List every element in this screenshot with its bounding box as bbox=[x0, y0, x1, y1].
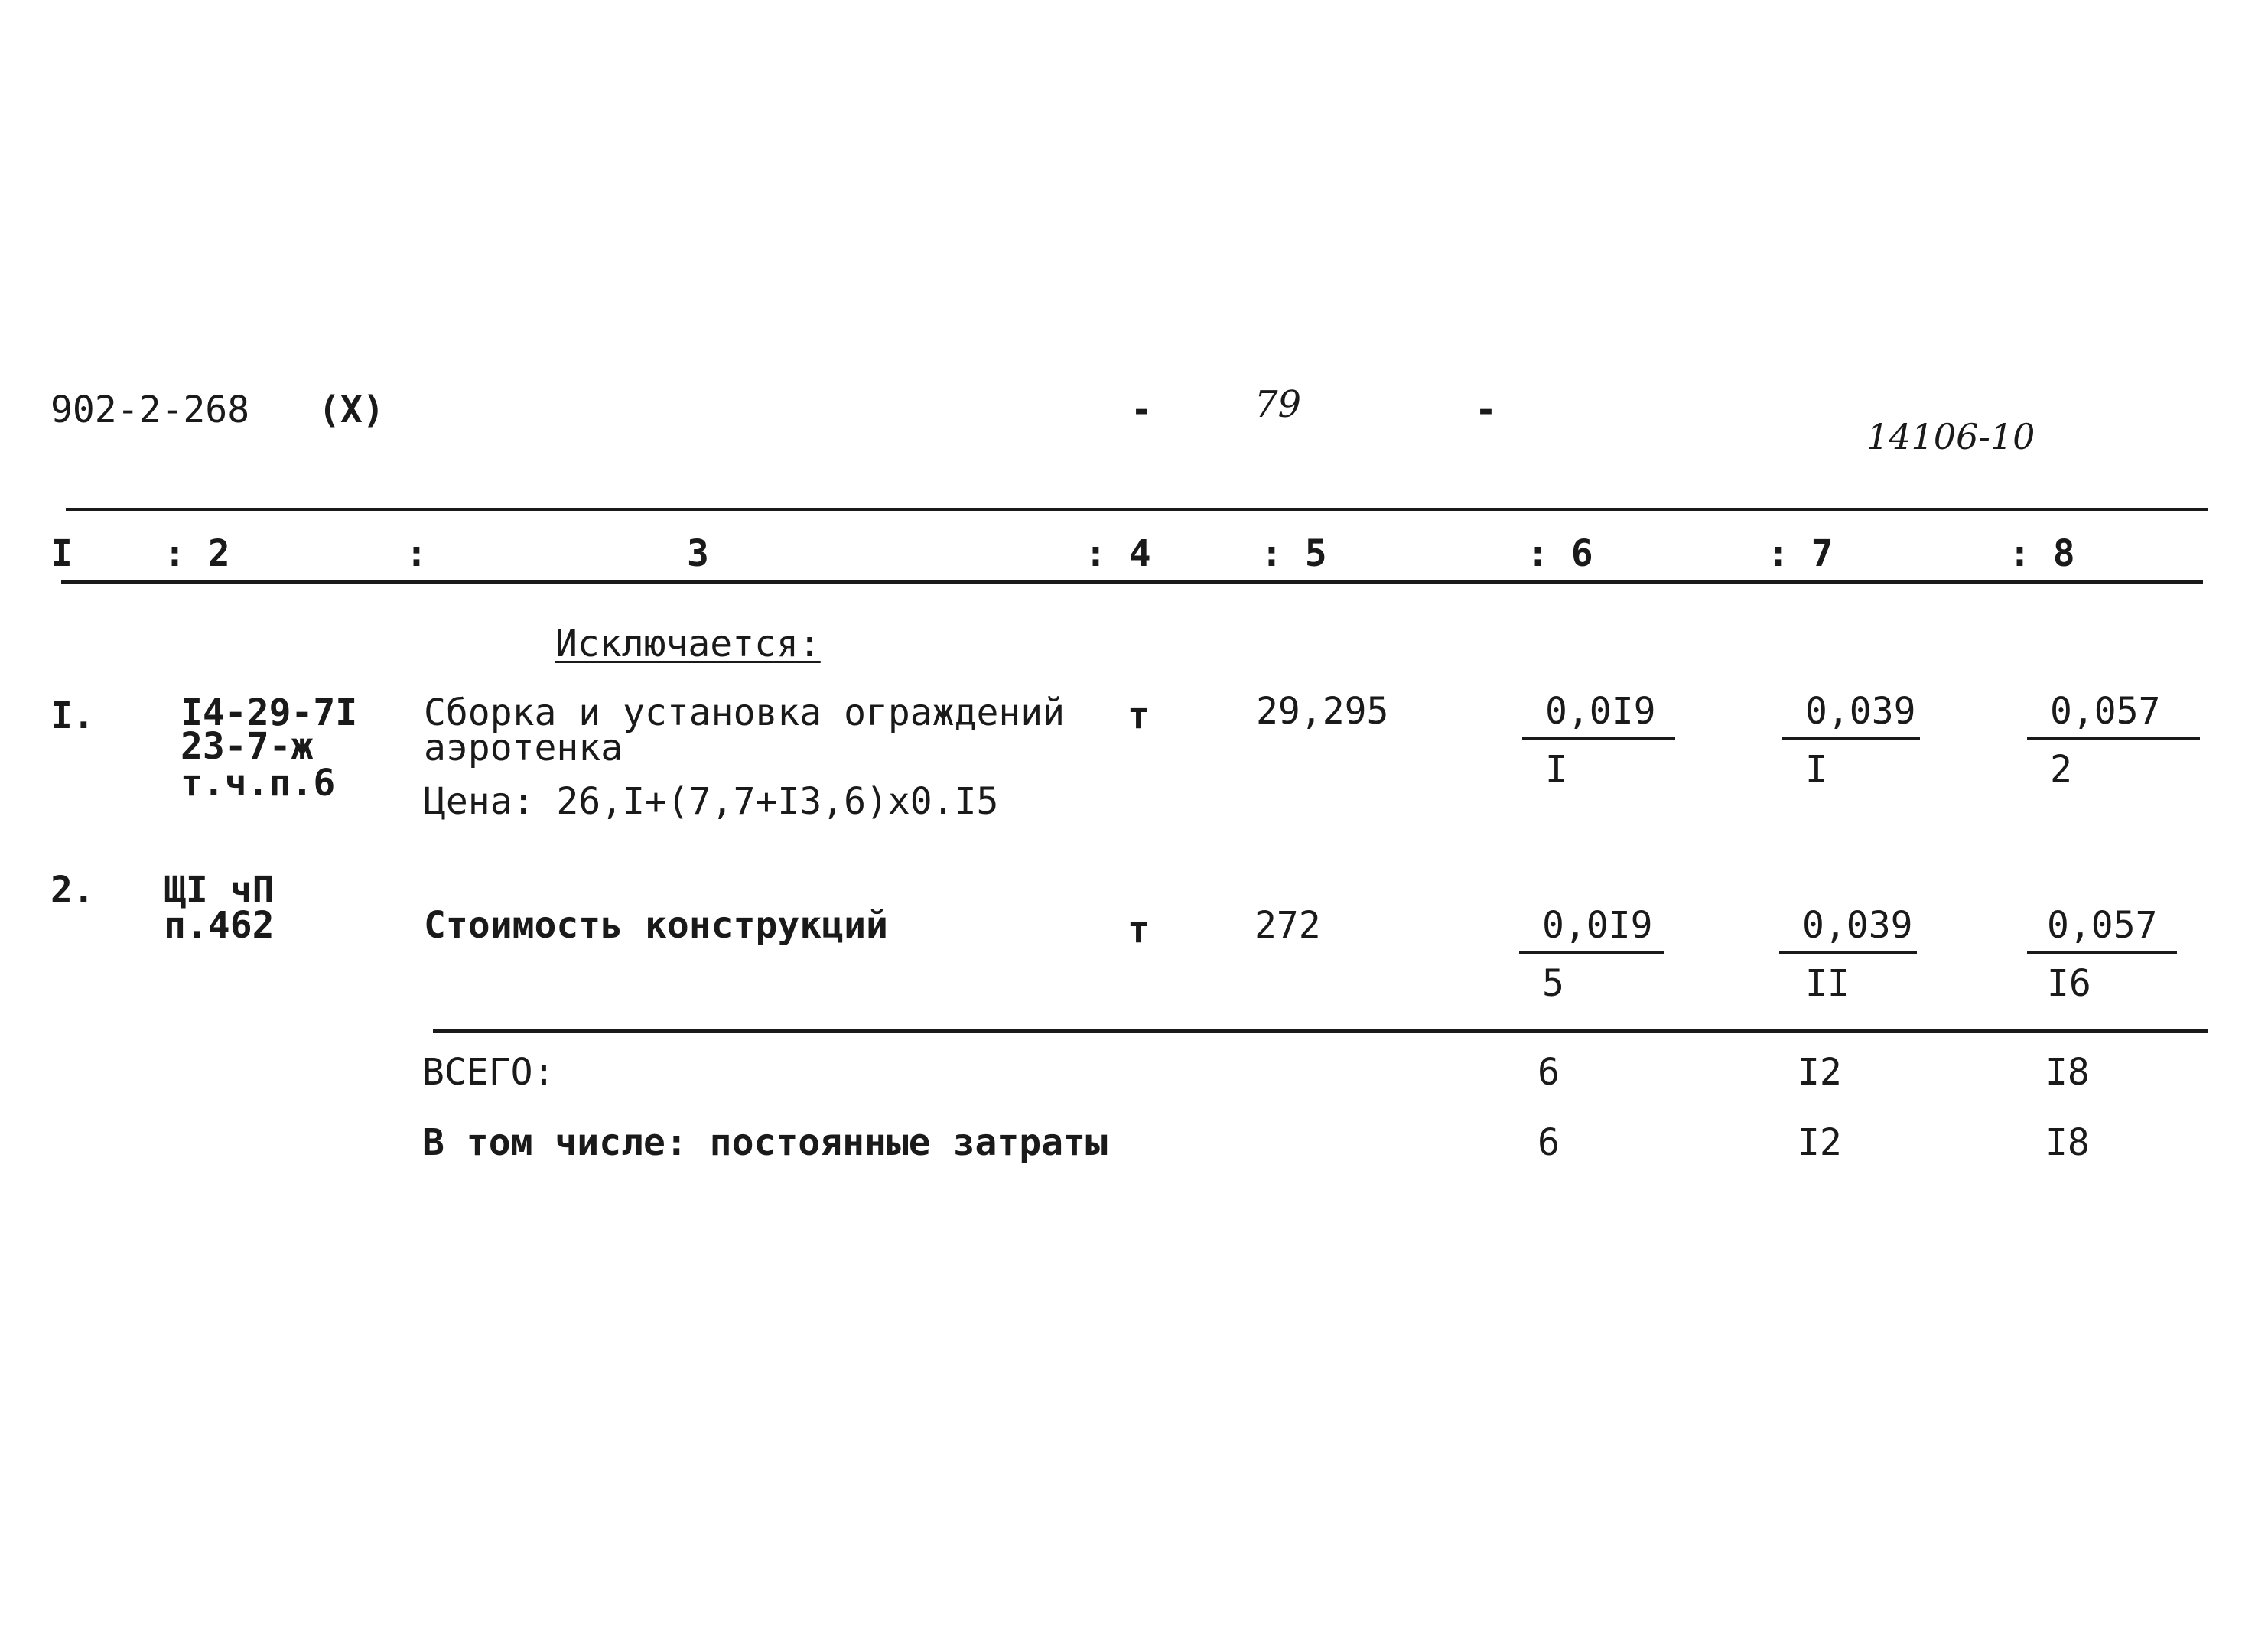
row2-col6-numerator: 0,0I9 bbox=[1519, 907, 1664, 954]
page-number: 79 bbox=[1254, 383, 1302, 426]
including-label: В том числе: постоянные затраты bbox=[422, 1121, 1108, 1164]
row1-col7-fraction bbox=[1782, 690, 1920, 791]
column-header-1: I bbox=[50, 532, 73, 575]
column-header-6: : 6 bbox=[1527, 532, 1593, 575]
column-header-4: : 4 bbox=[1085, 532, 1151, 575]
column-header-2: : 2 bbox=[164, 532, 230, 575]
row2-col8-denominator: I6 bbox=[2047, 962, 2091, 1005]
including-col8: I8 bbox=[2045, 1121, 2090, 1164]
row2-number: 2. bbox=[50, 869, 95, 912]
including-col7: I2 bbox=[1798, 1121, 1842, 1164]
section-title: Исключается: bbox=[555, 623, 821, 665]
row1-col6-denominator: I bbox=[1545, 748, 1567, 791]
row1-description-line2: аэротенка bbox=[424, 727, 623, 769]
row1-col6-fraction bbox=[1522, 690, 1675, 791]
totals-label: ВСЕГО: bbox=[422, 1051, 555, 1094]
row1-unit: т bbox=[1127, 694, 1150, 737]
row1-col8-fraction bbox=[2027, 690, 2200, 791]
row2-col8-numerator: 0,057 bbox=[2027, 907, 2177, 954]
row1-col8-denominator: 2 bbox=[2050, 748, 2072, 791]
row2-code-line2: п.462 bbox=[164, 904, 275, 947]
row2-quantity: 272 bbox=[1254, 904, 1321, 947]
row2-description: Стоимость конструкций bbox=[424, 904, 888, 947]
totals-rule bbox=[433, 1029, 2208, 1033]
row1-description-line1: Сборка и установка ограждений bbox=[424, 691, 1066, 734]
row2-col6-fraction bbox=[1519, 904, 1664, 1005]
column-header-7: : 7 bbox=[1767, 532, 1834, 575]
section-marker: (X) bbox=[318, 389, 385, 431]
row2-col7-fraction bbox=[1779, 904, 1917, 1005]
row1-col7-denominator: I bbox=[1805, 748, 1827, 791]
header-rule-bottom bbox=[61, 580, 2203, 584]
page-dash-left: - bbox=[1131, 389, 1153, 431]
page-dash-right: - bbox=[1475, 389, 1497, 431]
row1-col8-numerator: 0,057 bbox=[2027, 693, 2200, 740]
row1-code-line3: т.ч.п.6 bbox=[181, 762, 336, 805]
column-header-8: : 8 bbox=[2009, 532, 2075, 575]
row2-code-line1: ЩI чП bbox=[164, 869, 275, 912]
including-col6: 6 bbox=[1537, 1121, 1560, 1164]
totals-col7: I2 bbox=[1798, 1051, 1842, 1094]
row2-col7-numerator: 0,039 bbox=[1779, 907, 1917, 954]
row1-code-line1: I4-29-7I bbox=[181, 691, 358, 734]
header-rule-top bbox=[66, 508, 2208, 511]
row1-code-line2: 23-7-ж bbox=[181, 725, 314, 768]
handwritten-reference: 14106-10 bbox=[1866, 416, 2035, 457]
column-header-sep: : bbox=[405, 532, 428, 575]
column-header-3: 3 bbox=[687, 532, 709, 575]
row2-col6-denominator: 5 bbox=[1542, 962, 1564, 1005]
row1-col7-numerator: 0,039 bbox=[1782, 693, 1920, 740]
row1-price-note: Цена: 26,I+(7,7+I3,6)x0.I5 bbox=[424, 780, 999, 823]
row2-col8-fraction bbox=[2027, 904, 2177, 1005]
totals-col6: 6 bbox=[1537, 1051, 1560, 1094]
document-code: 902-2-268 bbox=[50, 389, 250, 431]
row1-col6-numerator: 0,0I9 bbox=[1522, 693, 1675, 740]
row1-number: I. bbox=[50, 694, 95, 737]
row2-unit: т bbox=[1127, 909, 1150, 951]
totals-col8: I8 bbox=[2045, 1051, 2090, 1094]
column-header-5: : 5 bbox=[1261, 532, 1327, 575]
row2-col7-denominator: II bbox=[1805, 962, 1850, 1005]
row1-quantity: 29,295 bbox=[1256, 690, 1389, 733]
